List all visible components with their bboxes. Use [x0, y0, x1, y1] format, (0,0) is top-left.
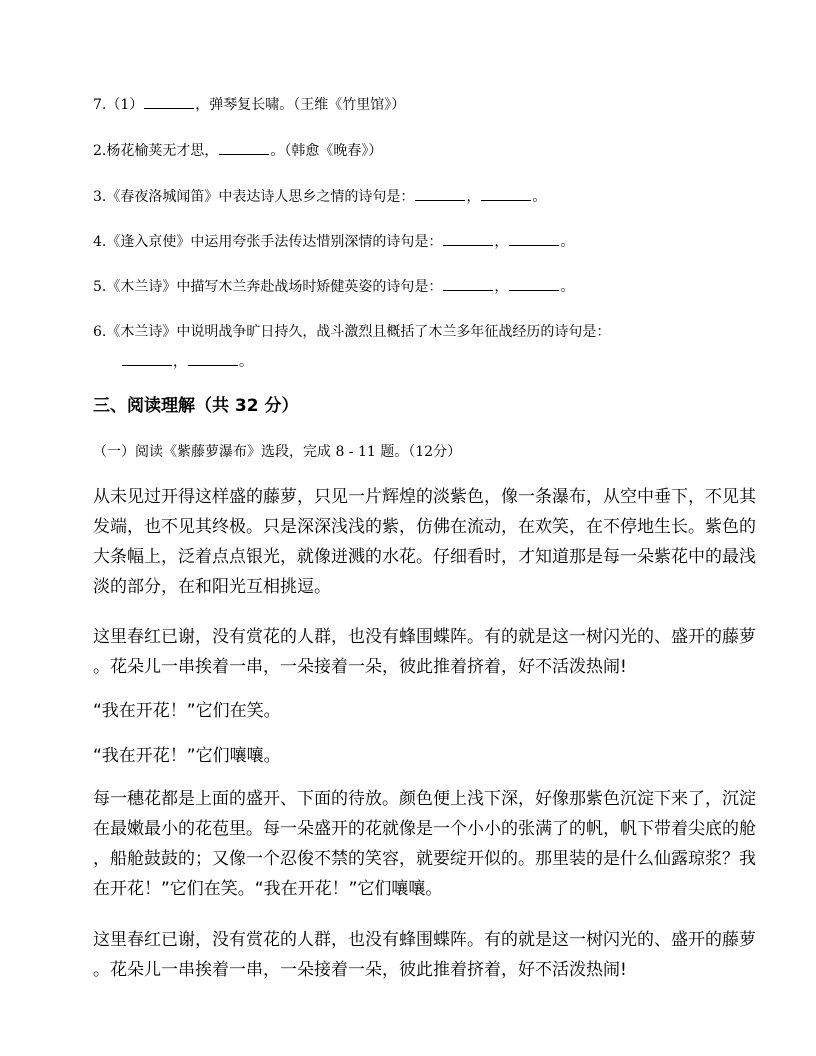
question-3-suffix: 。 — [532, 189, 547, 205]
question-4 — [93, 232, 574, 252]
passage-line: 发端，也不见其终极。只是深深浅浅的紫，仿佛在流动，在欢笑，在不停地生长。紫色的 — [93, 517, 756, 537]
question-4-suffix: 。 — [560, 234, 575, 250]
answer-blank[interactable] — [122, 353, 172, 366]
answer-blank[interactable] — [219, 142, 269, 155]
question-7-suffix: ，弹琴复长啸。（王维《竹里馆》） — [195, 97, 406, 113]
passage-line: 在最嫩最小的花苞里。每一朵盛开的花就像是一个小小的张满了的帆，帆下带着尖底的舱 — [93, 819, 756, 839]
answer-blank[interactable] — [443, 278, 493, 291]
question-5-prefix: 5.《木兰诗》中描写木兰奔赴战场时矫健英姿的诗句是： — [93, 279, 443, 295]
question-2 — [93, 141, 382, 161]
answer-blank[interactable] — [144, 96, 194, 109]
question-7 — [93, 95, 405, 115]
question-2-prefix: 2.杨花榆荚无才思， — [93, 143, 219, 159]
passage-line: 在开花！”它们在笑。“我在开花！”它们嚷嚷。 — [93, 879, 443, 899]
question-3-sep: ， — [466, 189, 481, 205]
question-4-sep: ， — [494, 234, 509, 250]
passage-line: 淡的部分，在和阳光互相挑逗。 — [93, 577, 331, 597]
question-5 — [93, 277, 574, 297]
answer-blank[interactable] — [443, 233, 493, 246]
question-6-text: 6.《木兰诗》中说明战争旷日持久，战斗激烈且概括了木兰多年征战经历的诗句是： — [93, 324, 611, 340]
question-5-sep: ， — [494, 279, 509, 295]
passage-line: “我在开花！”它们嚷嚷。 — [93, 746, 281, 766]
passage-line: 这里春红已谢，没有赏花的人群，也没有蜂围蝶阵。有的就是这一树闪光的、盛开的藤萝 — [93, 930, 756, 950]
passage-line: 每一穗花都是上面的盛开、下面的待放。颜色便上浅下深，好像那紫色沉淀下来了，沉淀 — [93, 789, 756, 809]
passage-paragraph-2 — [93, 622, 756, 682]
question-7-prefix: 7.（1） — [93, 97, 144, 113]
passage-line: ，船舱鼓鼓的；又像一个忍俊不禁的笑容，就要绽开似的。那里装的是什么仙露琼浆？我 — [93, 849, 756, 869]
passage-line: “我在开花！”它们在笑。 — [93, 701, 281, 721]
answer-blank[interactable] — [509, 233, 559, 246]
answer-blank[interactable] — [509, 278, 559, 291]
passage-paragraph-3 — [93, 696, 725, 726]
passage-paragraph-1 — [93, 482, 756, 602]
passage-paragraph-5 — [93, 784, 756, 904]
question-2-suffix: 。（韩愈《晚春》） — [270, 143, 383, 159]
passage-paragraph-6 — [93, 925, 756, 985]
question-4-prefix: 4.《逢入京使》中运用夸张手法传达惜别深情的诗句是： — [93, 234, 443, 250]
question-6-suffix: 。 — [239, 354, 253, 370]
section-heading: 三、阅读理解（共 32 分） — [93, 396, 299, 416]
question-6-sep: ， — [173, 354, 187, 370]
passage-line: 从未见过开得这样盛的藤萝，只见一片辉煌的淡紫色，像一条瀑布，从空中垂下，不见其 — [93, 487, 756, 507]
passage-line: 大条幅上，泛着点点银光，就像迸溅的水花。仔细看时，才知道那是每一朵紫花中的最浅 — [93, 547, 756, 567]
question-6-answer-line — [121, 352, 253, 372]
answer-blank[interactable] — [481, 188, 531, 201]
passage-line: 。花朵儿一串挨着一串，一朵接着一朵，彼此推着挤着，好不活泼热闹! — [93, 960, 627, 980]
question-6 — [93, 322, 610, 342]
question-3 — [93, 187, 546, 207]
passage-line: 。花朵儿一串挨着一串，一朵接着一朵，彼此推着挤着，好不活泼热闹! — [93, 657, 627, 677]
answer-blank[interactable] — [415, 188, 465, 201]
question-3-prefix: 3.《春夜洛城闻笛》中表达诗人思乡之情的诗句是： — [93, 189, 415, 205]
reading-instruction: （一）阅读《紫藤萝瀑布》选段，完成 8 - 11 题。（12分） — [93, 444, 462, 460]
answer-blank[interactable] — [188, 353, 238, 366]
passage-paragraph-4 — [93, 741, 725, 771]
passage-line: 这里春红已谢，没有赏花的人群，也没有蜂围蝶阵。有的就是这一树闪光的、盛开的藤萝 — [93, 627, 756, 647]
question-5-suffix: 。 — [560, 279, 575, 295]
